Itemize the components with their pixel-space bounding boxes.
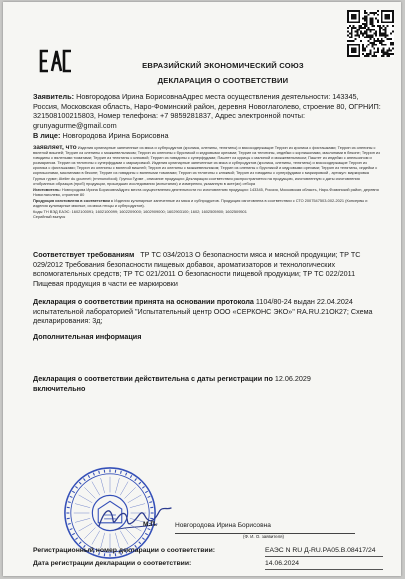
stamp-ring-mark (68, 502, 71, 503)
stamp-ring-mark (92, 482, 100, 496)
stamp-ring-mark (72, 533, 75, 534)
additional-block (33, 332, 381, 342)
stamp-ring-mark (83, 478, 85, 480)
stamp-ring-mark (120, 482, 128, 496)
validity-label: Декларация о соответствии действительна с даты регистрации по (33, 374, 273, 383)
applicant-label: Заявитель: (33, 92, 75, 101)
stamp-ring-mark (79, 482, 81, 484)
stamp-ring-mark (68, 524, 71, 525)
document-title: ДЕКЛАРАЦИЯ О СООТВЕТСТВИИ (157, 76, 289, 85)
codes-label: Коды ТН ВЭД ЕАЭС: (33, 209, 71, 215)
stamp-ring-mark (79, 523, 93, 531)
stamp-ring-mark (101, 478, 105, 493)
declaration-sheet (3, 2, 401, 576)
applicant-email: grunyagurme@gmail.com (33, 120, 117, 130)
reg-date-underline (265, 569, 383, 570)
stamp-ring-mark (148, 496, 151, 497)
stamp-ring-mark (115, 478, 119, 493)
stamp-ring-mark (142, 486, 144, 488)
made-label: Продукция изготовлена в соответствии с (33, 197, 114, 203)
stamp-ring-mark (88, 475, 89, 478)
stamp-ring-mark (121, 471, 122, 474)
maker-label: Изготовитель: (33, 186, 61, 192)
stamp-ring-mark (79, 495, 93, 503)
stamp-ring-mark (75, 538, 77, 540)
stamp-ring-mark (79, 542, 81, 544)
stamp-ring-mark (75, 518, 90, 522)
codes-text: 1602100091; 1602100099; 1602209000; 1602909000; 1602903100; 1602; 1602505900; 1602509501 (71, 209, 247, 215)
batch-text: Серийный выпуск (33, 214, 66, 220)
stamp-ring-mark (70, 529, 73, 530)
reg-date-label: Дата регистрации декларации о соответствии: (33, 560, 192, 567)
basis-text: 1104/80-24 выдан 22.04.2024 испытательной лабораторией "Испытательный центр ООО «СЕРКОНС ЭКО»" RA.RU.21ОК27; Схема декларирования: 3д; (33, 297, 373, 325)
product-block (33, 145, 381, 219)
stamp-ring-mark (139, 542, 141, 544)
requirements-label: Соответствует требованиям (33, 250, 135, 259)
additional-label: Дополнительная информация (33, 332, 142, 341)
reg-number-label: Регистрационный номер декларации о соответствии: (33, 547, 216, 554)
validity-date: 12.06.2029 (274, 374, 311, 383)
requirements-block (33, 250, 381, 288)
basis-label: Декларация о соответствии принята на основании протокола (33, 297, 254, 306)
basis-block (33, 297, 381, 326)
stamp-ring-mark (130, 475, 131, 478)
seal-mark-label: М.П. (143, 521, 157, 528)
applicant-text: Новгородова Ирина БорисовнаАдрес места осуществления деятельности: 143345, Россия, Московская область, Наро-Фоминский район, деревня Новоглаголево, строение 80, ОГРНИП: 321508100215803, Номер телефона: +7 9859281837, Адрес электронной почты: (33, 92, 381, 121)
person-name: Новгородова Ирина Борисовна (62, 131, 169, 141)
stamp-ring-mark (126, 473, 127, 476)
made-text: Изделия кулинарные запеченные из мяса и субпродуктов. Продукция изготовлена в соответствии с СТО 2007547503-002-2021 (Консервы и изделия кулинарные мясные, из мяса птицы и субпродуктов). (33, 197, 368, 209)
stamp-ring-mark (99, 471, 100, 474)
stamp-ring-mark (75, 486, 77, 488)
signer-name: Новгородова Ирина Борисовна (175, 522, 271, 529)
stamp-ring-mark (139, 482, 141, 484)
stamp-ring-mark (84, 487, 95, 498)
person-label: В лице: (33, 131, 61, 141)
requirements-text: ТР ТС 034/2013 О безопасности мяса и мясной продукции; ТР ТС 029/2012 Требования безопасности пищевых добавок, ароматизаторов и технологических вспомогательных средств; ТР ТС 021/2011 О безопасности пищевой продукции; ТР ТС 022/2011 Пищевая продукция в части ее маркировки (33, 250, 361, 288)
reg-date: 14.06.2024 (265, 560, 300, 567)
validity-suffix: включительно (33, 383, 86, 393)
validity-block (33, 374, 381, 393)
stamp-ring-mark (70, 496, 73, 497)
handwritten-signature (95, 500, 175, 536)
union-title: ЕВРАЗИЙСКИЙ ЭКОНОМИЧЕСКИЙ СОЮЗ (142, 61, 304, 70)
maker-text: Новгородова Ирина БорисовнаАдрес места осуществления деятельности по изготовлению продукции: 143345, Россия, Московская область, Наро-Фоминский район, деревня Новоглаголево, строение 80 (33, 186, 379, 197)
reg-number-underline (265, 556, 383, 557)
stamp-ring-mark (142, 538, 144, 540)
stamp-ring-mark (84, 528, 95, 539)
reg-number: ЕАЭС N RU Д-RU.РА05.В.08417/24 (265, 547, 376, 554)
stamp-ring-mark (93, 473, 94, 476)
qr-code (347, 10, 394, 57)
stamp-ring-mark (135, 478, 137, 480)
product-text: Изделия кулинарные запеченные из мяса и субпродуктов (кролика, оленины, телятины) и мясосодержащие Террин из кролика с фисташками; Террин из оленины с вяленой вишней; Террин из оленины с можжевельником; Террин из оленины с брусникой и кедровыми орехами; Террин из телятины, индейки с корнишонами, маслинами в беконе; Террин из говядины с вялеными томатами; Террин из телятины с клюквой; Террин из говядины с суперфудами; Паштет из курицы с малиной и можжевельником; Паштет из индейки с апельсином и розмарином. Террин из телятины с суперфудами с маркировкой. Изделия кулинарные запеченные из мяса и субпродуктов (кролика, оленины, телятины) и мясосодержащие Террин из кролика с фисташками; Террин из оленины с вяленой вишней; Террин из оленины с можжевельником; Террин из оленины с брусникой и кедровыми орехами; Террин из телятины, индейки с корнишонами, маслинами в беконе; Террин из говядины с вялеными томатами; Террин из телятины с клюквой; Террин из говядины с суперфудами с маркировкой , артикул: маркировка Грунья гурме; Atelier du gourmet; (rmmunofood); Грунья Гурме , описание продукции: Декларация соответствия распространяется на продукцию, изготовленную с даты изготовления отобранных образцов (проб) продукции, прошедших исследования (испытания) и измерения, указанную в акте(ах) отбора (33, 145, 380, 186)
stamp-ring-mark (145, 491, 148, 492)
stamp-ring-mark (72, 491, 75, 492)
product-label: заявляет, что (33, 144, 77, 151)
stamp-ring-mark (75, 504, 90, 508)
signer-hint: (Ф. И. О. заявителя) (243, 534, 284, 539)
stamp-ring-mark (125, 487, 136, 498)
applicant-block (33, 92, 381, 141)
